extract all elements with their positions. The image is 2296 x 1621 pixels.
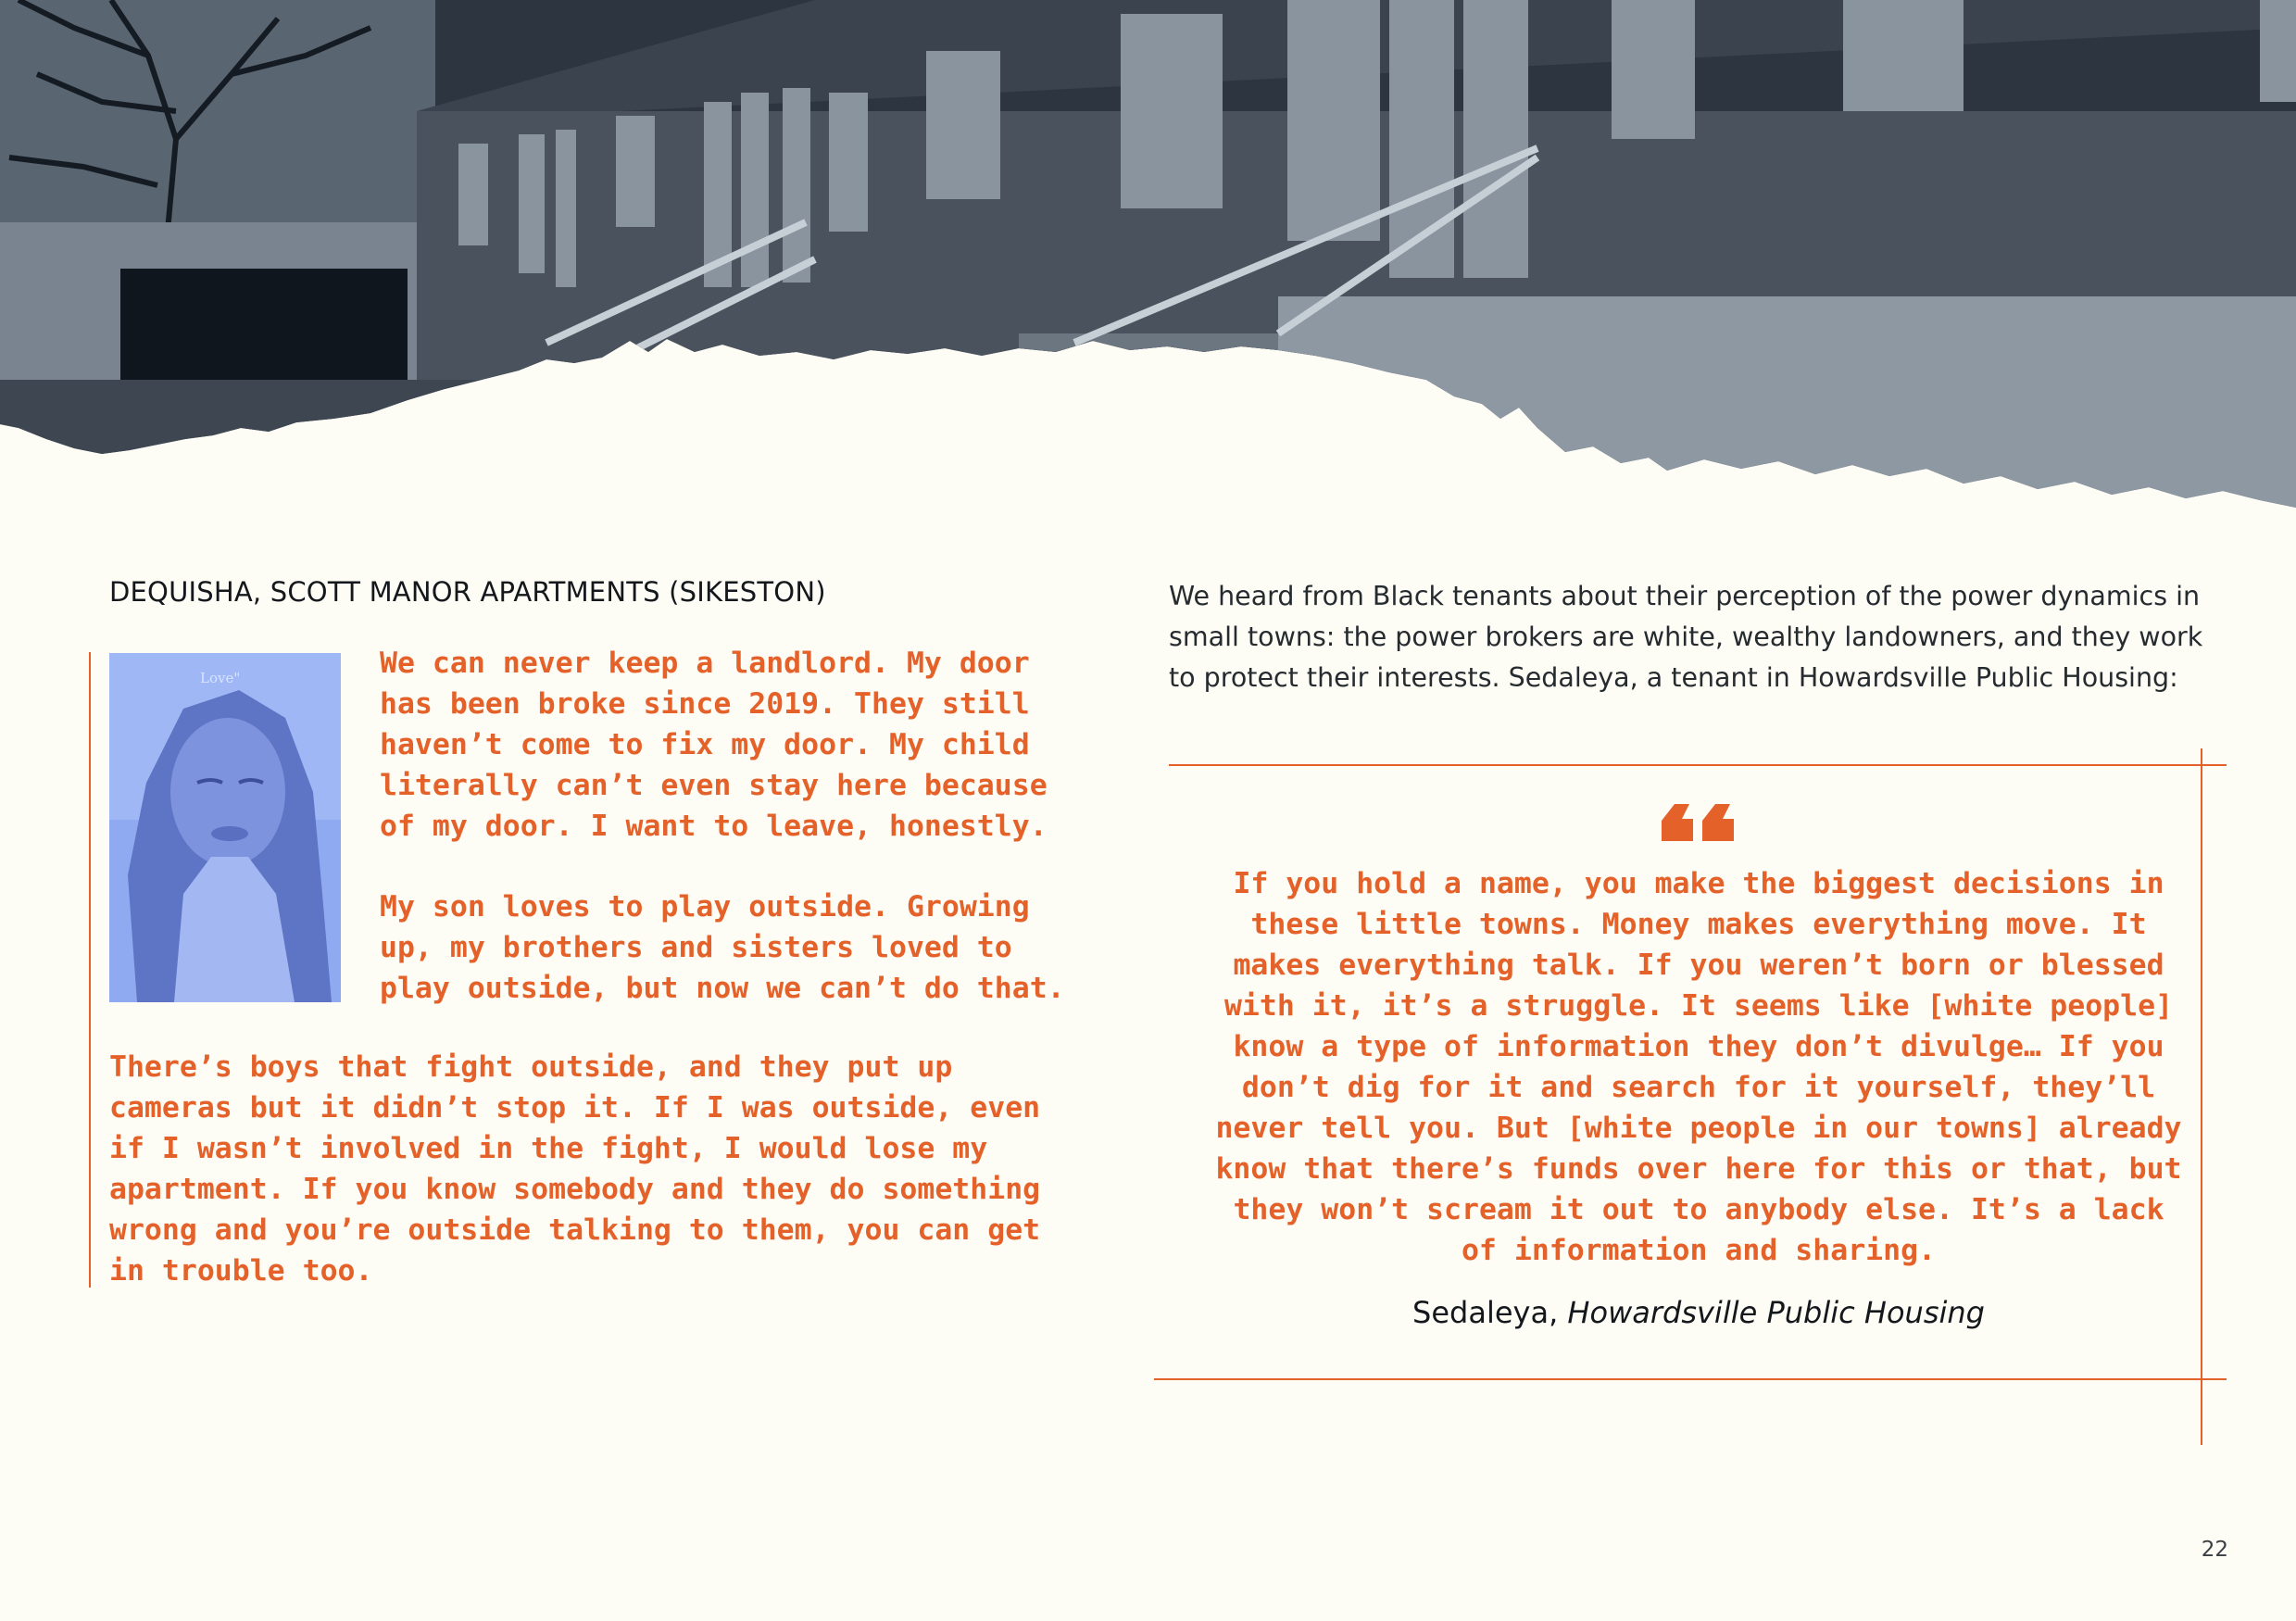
- page-number: 22: [2201, 1538, 2228, 1562]
- pull-quote-attribution: [1215, 1295, 2182, 1330]
- tenant-quote-paragraph-1: We can never keep a landlord. My door has been broke since 2019. They still haven’t come to fix my door. My child literally can’t even stay here because of my door. I want to leave, honestly.: [380, 647, 1048, 843]
- attribution-place: Howardsville Public Housing: [1567, 1295, 1985, 1330]
- section-heading-dequisha: DEQUISHA, SCOTT MANOR APARTMENTS (SIKESTON): [109, 576, 826, 608]
- hero-photo-apartments: [0, 0, 2296, 519]
- tenant-quote-paragraph-3: There’s boys that fight outside, and they put up cameras but it didn’t stop it. If I was outside, even if I wasn’t involved in the fight, I would lose my apartment. If you know somebody and they do something wrong and you’re outside talking to them, you can get in trouble too.: [109, 1050, 1041, 1288]
- pull-quote-text: If you hold a name, you make the biggest decisions in these little towns. Money makes everything move. It makes everything talk. If you weren’t born or blessed with it, it’s a struggle. It seems like [white people] know a type of information they don’t divulge… If you don’t dig for it and search for it yourself, they’ll never tell you. But [white people in our towns] already know that there’s funds over here for this or that, but they won’t scream it out to anybody else. It’s a lack of information and sharing.: [1215, 867, 2182, 1267]
- pull-quote-bottom-rule: [1154, 1378, 2227, 1380]
- tenant-quote-paragraph-2: My son loves to play outside. Growing up, my brothers and sisters loved to play outside, but now we can’t do that.: [380, 890, 1065, 1005]
- attribution-name: Sedaleya,: [1412, 1295, 1568, 1330]
- pull-quote-side-rule: [2201, 748, 2202, 1445]
- portrait-photo-dequisha: [109, 653, 341, 1002]
- intro-paragraph: We heard from Black tenants about their perception of the power dynamics in small towns: the power brokers are white, wealthy landowners, and they work to protect their interests. Sedaleya, a tenant in Howardsville Public Housing:: [1169, 581, 2203, 693]
- quote-rule-left: [89, 652, 91, 1288]
- pull-quote-top-rule: [1169, 764, 2227, 766]
- quotation-mark-icon: [1662, 804, 1734, 841]
- portrait-caption: Love": [200, 670, 241, 686]
